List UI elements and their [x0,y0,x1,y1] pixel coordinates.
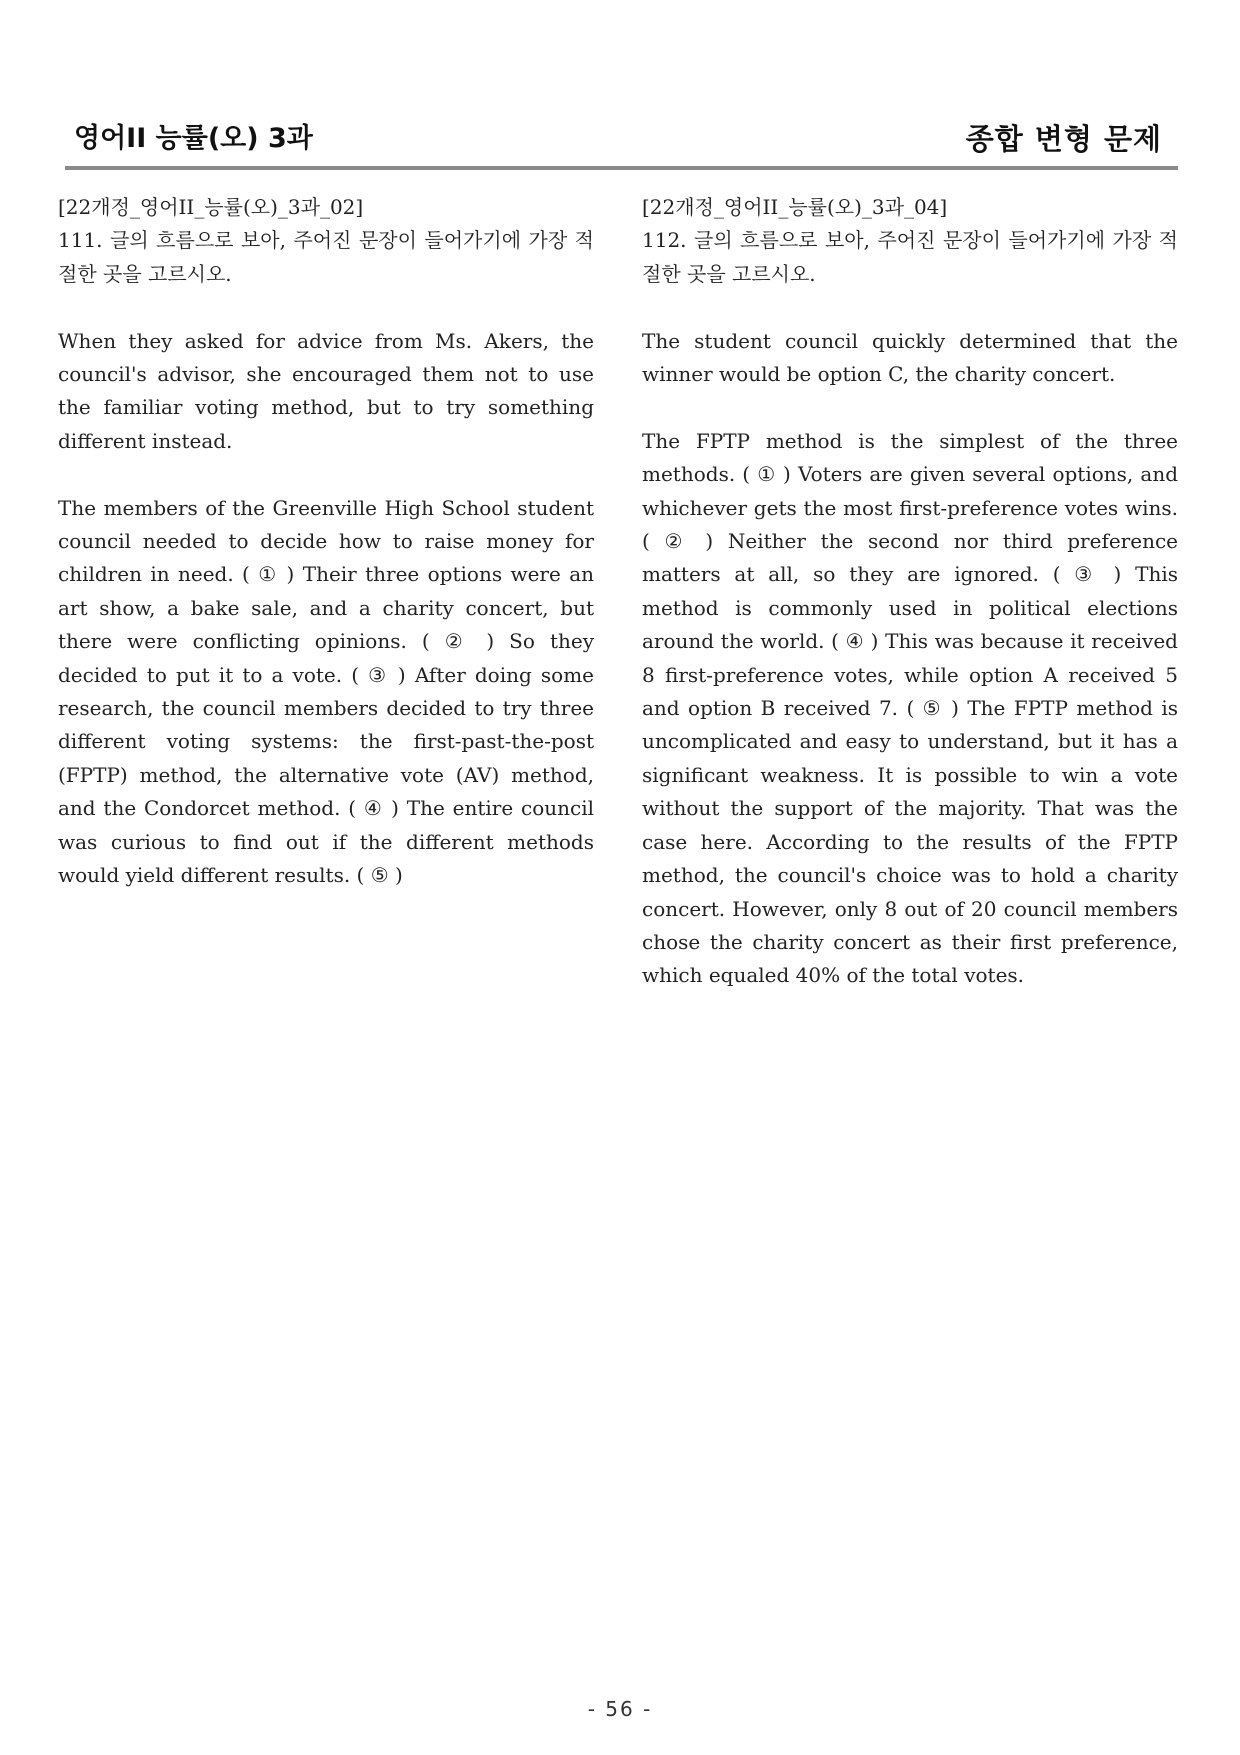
question-prompt: 111. 글의 흐름으로 보아, 주어진 문장이 들어가기에 가장 적절한 곳을 고르시오. [58,228,594,286]
question-source-tag: [22개정_영어II_능률(오)_3과_04] [642,195,948,219]
reading-passage: The members of the Greenville High School student council needed to decide how to raise money for children in need. ( ① ) Their three options were an art show, a bake sale, and a charity concert, but there were conflicting opinions. ( ② ) So they decided to put it to a vote. ( ③ ) After doing some research, the council members decided to try three different voting systems: the first-past-the-post (FPTP) method, the alternative vote (AV) method, and the Condorcet method. ( ④ ) The entire council was curious to find out if the different methods would yield different results. ( ⑤ ) [58,495,594,888]
given-sentence: When they asked for advice from Ms. Akers, the council's advisor, she encouraged them not to use the familiar voting method, but to try something different instead. [58,328,594,453]
question-111-column [58,191,594,893]
page-number: - 56 - [587,1697,653,1721]
given-sentence: The student council quickly determined that the winner would be option C, the charity concert. [642,328,1178,387]
question-prompt: 112. 글의 흐름으로 보아, 주어진 문장이 들어가기에 가장 적절한 곳을 고르시오. [642,228,1178,286]
question-source-tag: [22개정_영어II_능률(오)_3과_02] [58,195,364,219]
page-header-section: 종합 변형 문제 [965,122,1162,156]
question-112-column [642,191,1178,993]
page-header-subject: 영어II 능률(오) 3과 [74,123,313,154]
header-divider [65,166,1178,170]
reading-passage: The FPTP method is the simplest of the three methods. ( ① ) Voters are given several options, and whichever gets the most first-preference votes wins. ( ② ) Neither the second nor third preference matters at all, so they are ignored. ( ③ ) This method is commonly used in political elections around the world. ( ④ ) This was because it received 8 first-preference votes, while option A received 5 and option B received 7. ( ⑤ ) The FPTP method is uncomplicated and easy to understand, but it has a significant weakness. It is possible to win a vote without the support of the majority. That was the case here. According to the results of the FPTP method, the council's choice was to hold a charity concert. However, only 8 out of 20 council members chose the charity concert as their first preference, which equaled 40% of the total votes. [642,428,1178,988]
